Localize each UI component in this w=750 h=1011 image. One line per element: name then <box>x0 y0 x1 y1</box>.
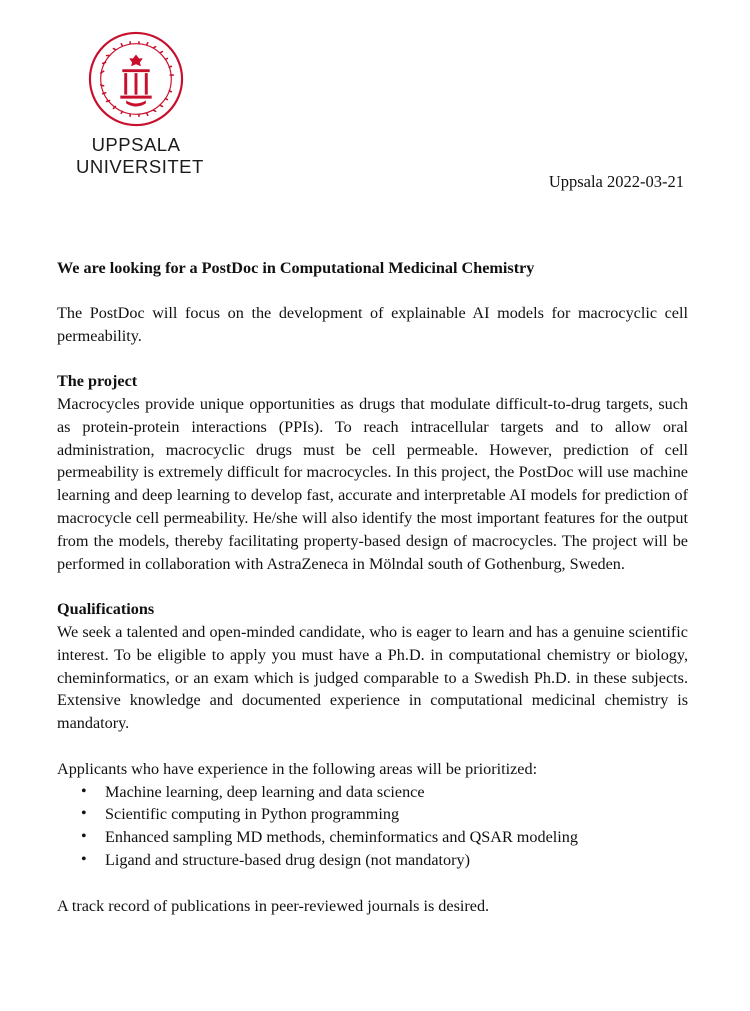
project-heading: The project <box>57 372 138 391</box>
project-paragraph: Macrocycles provide unique opportunities as drugs that modulate difficult-to-drug targets, such as protein-protein interactions (PPIs). To reach intracellular targets and to allow oral administration, macrocyclic drugs must be cell permeable. However, prediction of cell permeability is extremely difficult for macrocycles. In this project, the PostDoc will use machine learning and deep learning to develop fast, accurate and interpretable AI models for prediction of macrocycle cell permeability. He/she will also identify the most important features for the output from the models, thereby facilitating property-based design of macrocycles. The project will be performed in collaboration with AstraZeneca in Mölndal south of Gothenburg, Sweden. <box>57 394 688 573</box>
qualifications-paragraph: We seek a talented and open-minded candidate, who is eager to learn and has a genuine scientific interest. To be eligible to apply you must have a Ph.D. in computational chemistry or biology, cheminformatics, or an exam which is judged comparable to a Swedish Ph.D. in these subjects. Extensive knowledge and documented experience in computational medicinal chemistry is mandatory. <box>57 622 688 733</box>
intro-paragraph: The PostDoc will focus on the development of explainable AI models for macrocyclic cell permeability. <box>57 303 688 345</box>
letter-date: Uppsala 2022-03-21 <box>548 172 684 191</box>
university-seal-icon <box>87 30 185 128</box>
logo-text-line1: UPPSALA <box>91 134 181 155</box>
prioritized-list <box>57 781 688 872</box>
letter-body <box>57 257 688 917</box>
list-item: • Scientific computing in Python programming <box>81 803 688 826</box>
logo-text-line2: UNIVERSITET <box>76 156 204 177</box>
prioritized-intro: Applicants who have experience in the following areas will be prioritized: <box>57 759 538 778</box>
list-item: • Machine learning, deep learning and data science <box>81 781 688 804</box>
list-item: • Ligand and structure-based drug design (not mandatory) <box>81 849 688 872</box>
qualifications-heading: Qualifications <box>57 600 155 619</box>
page-title: We are looking for a PostDoc in Computational Medicinal Chemistry <box>57 259 535 277</box>
list-item: • Enhanced sampling MD methods, cheminformatics and QSAR modeling <box>81 826 688 849</box>
university-logo <box>76 30 204 178</box>
closing-paragraph: A track record of publications in peer-reviewed journals is desired. <box>57 896 490 915</box>
